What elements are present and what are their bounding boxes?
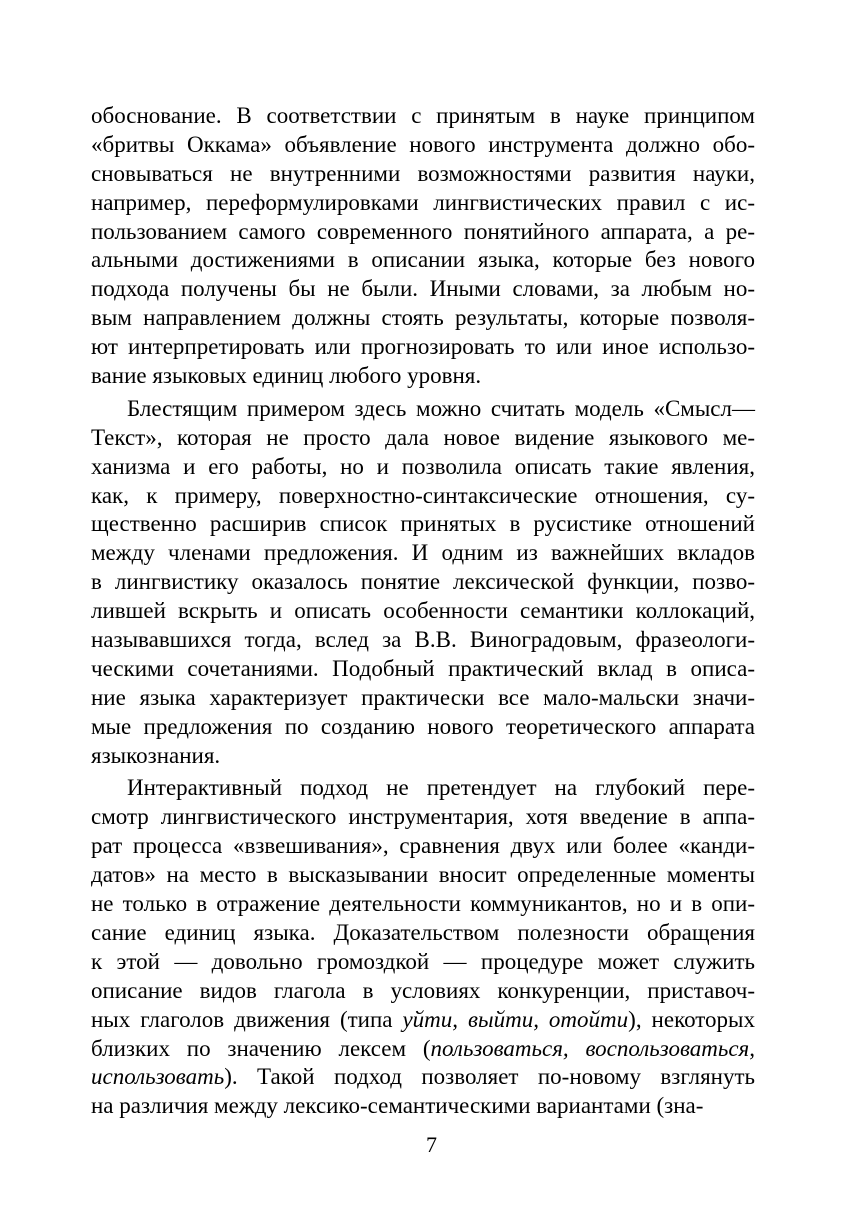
text-segment: ). Такой подход позволяет по-новому взглянуть	[224, 1064, 755, 1090]
text-segment: мые предложения по созданию нового теоретического аппарата	[91, 713, 755, 739]
text-segment: альными достижениями в описании языка, которые без нового	[91, 247, 755, 273]
text-line	[91, 803, 755, 832]
text-line	[91, 742, 755, 771]
text-segment: ние языка характеризует практически все мало-мальски значи-	[91, 684, 755, 710]
text-line	[91, 218, 755, 247]
text-line	[91, 713, 755, 742]
text-segment: ют интерпретировать или прогнозировать то или иное использо-	[91, 334, 755, 360]
text-segment: пользованием самого современного понятийного аппарата, а ре-	[91, 218, 755, 244]
text-line	[91, 597, 755, 626]
text-segment: языкознания.	[91, 742, 221, 768]
text-segment: рат процесса «взвешивания», сравнения двух или более «канди-	[91, 833, 755, 859]
paragraph	[91, 774, 755, 1121]
paragraph	[91, 395, 755, 771]
text-line	[91, 362, 755, 391]
text-segment: как, к примеру, поверхностно-синтаксические отношения, су-	[91, 482, 755, 508]
text-line	[91, 626, 755, 655]
text-segment: не только в отражение деятельности коммуникантов, но и в опи-	[91, 891, 755, 917]
text-line	[91, 275, 755, 304]
text-line	[91, 568, 755, 597]
text-line	[91, 189, 755, 218]
text-line	[91, 1006, 755, 1035]
text-line	[91, 482, 755, 511]
text-segment: сновываться не внутренними возможностями развития науки,	[91, 160, 755, 186]
text-line	[91, 510, 755, 539]
text-line	[91, 333, 755, 362]
body-text	[91, 102, 755, 1121]
text-line	[91, 832, 755, 861]
italic-example-text: использовать	[91, 1064, 225, 1090]
text-segment: Блестящим примером здесь можно считать модель «Смысл—	[127, 395, 755, 421]
text-segment: обоснование. В соответствии с принятым в науке принципом	[91, 103, 755, 128]
text-segment: вание языковых единиц любого уровня.	[91, 363, 482, 389]
italic-example-text: уйти, выйти, отойти	[402, 1006, 629, 1032]
text-segment: щественно расширив список принятых в русистике отношений	[91, 511, 755, 537]
text-segment: ханизма и его работы, но и позволила описать такие явления,	[91, 453, 755, 479]
text-segment: в лингвистику оказалось понятие лексической функции, позво-	[91, 569, 755, 595]
text-line	[91, 977, 755, 1006]
text-segment: к этой — довольно громоздкой — процедуре может служить	[91, 948, 755, 974]
text-line	[91, 395, 755, 424]
text-line	[91, 131, 755, 160]
text-line	[91, 1035, 755, 1064]
text-line	[91, 948, 755, 977]
text-line	[91, 539, 755, 568]
text-segment: на различия между лексико-семантическими вариантами (зна-	[91, 1093, 704, 1119]
text-line	[91, 160, 755, 189]
italic-example-text: пользоваться, воспользоваться,	[430, 1035, 755, 1061]
text-segment: описание видов глагола в условиях конкуренции, приставоч-	[91, 977, 755, 1003]
text-line	[91, 774, 755, 803]
text-segment: Интерактивный подход не претендует на глубокий пере-	[127, 775, 755, 801]
text-segment: сание единиц языка. Доказательством полезности обращения	[91, 919, 755, 945]
text-line	[91, 424, 755, 453]
text-line	[91, 304, 755, 333]
text-line	[91, 861, 755, 890]
text-segment: датов» на место в высказывании вносит определенные моменты	[91, 862, 755, 888]
text-segment: близких по значению лексем (	[91, 1035, 431, 1061]
text-segment: «бритвы Оккама» объявление нового инструмента должно обо-	[91, 131, 755, 157]
text-line	[91, 919, 755, 948]
text-line	[91, 890, 755, 919]
text-line	[91, 102, 755, 131]
text-segment: смотр лингвистического инструментария, хотя введение в аппа-	[91, 804, 755, 830]
text-line	[91, 655, 755, 684]
text-line	[91, 1092, 755, 1121]
text-line	[91, 684, 755, 713]
text-segment: например, переформулировками лингвистических правил с ис-	[91, 189, 755, 215]
text-segment: ных глаголов движения (типа	[91, 1006, 403, 1032]
text-segment: вым направлением должны стоять результаты, которые позволя-	[91, 305, 755, 331]
text-segment: Текст», которая не просто дала новое видение языкового ме-	[91, 424, 755, 450]
text-segment: ), некоторых	[628, 1006, 755, 1032]
text-segment: между членами предложения. И одним из важнейших вкладов	[91, 540, 755, 566]
text-segment: ческими сочетаниями. Подобный практический вклад в описа-	[91, 655, 755, 681]
paragraph	[91, 102, 755, 391]
text-line	[91, 1063, 755, 1092]
page-number: 7	[426, 1132, 437, 1157]
text-segment: лившей вскрыть и описать особенности семантики коллокаций,	[91, 598, 755, 624]
text-line	[91, 246, 755, 275]
text-segment: подхода получены бы не были. Иными словами, за любым но-	[91, 276, 755, 302]
text-line	[91, 453, 755, 482]
text-segment: называвшихся тогда, вслед за В.В. Виноградовым, фразеологи-	[91, 627, 755, 653]
